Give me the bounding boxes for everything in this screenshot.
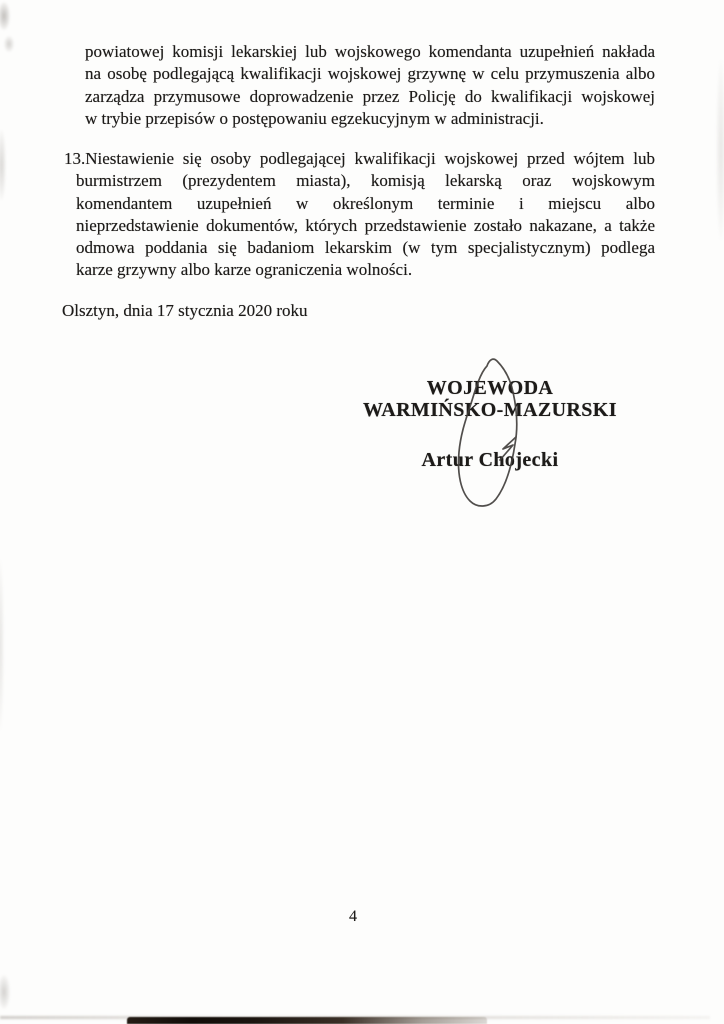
list-item-13 <box>64 148 655 282</box>
signer-name: Artur Chojecki <box>421 449 559 471</box>
signer-title-line1: WOJEWODA <box>426 377 554 399</box>
scan-artifact-bottom-line <box>0 1016 710 1019</box>
signature-block <box>360 377 620 471</box>
list-item-line: karze grzywny albo karze ograniczenia wolności. <box>76 260 413 280</box>
list-item-line: odmowa poddania się badaniom lekarskim (w tym specjalistycznym) podlega <box>76 238 655 258</box>
paragraph-line: w trybie przepisów o postępowaniu egzekucyjnym w administracji. <box>85 108 544 128</box>
list-item-line: burmistrzem (prezydentem miasta), komisją lekarską oraz wojskowym <box>76 171 655 191</box>
scan-smudge <box>0 975 10 1009</box>
list-item-line: nieprzedstawienie dokumentów, których przedstawienie zostało nakazane, a także <box>76 215 655 235</box>
scan-smudge <box>0 130 6 200</box>
scan-smudge <box>4 36 14 52</box>
paragraph-line: powiatowej komisji lekarskiej lub wojskowego komendanta uzupełnień nakłada <box>85 42 655 61</box>
list-item-line: komendantem uzupełnień w określonym terminie i miejscu albo <box>76 193 655 213</box>
scan-smudge <box>716 60 724 240</box>
paragraph-continuation <box>85 41 655 130</box>
scan-smudge <box>0 2 10 30</box>
paragraph-line: zarządza przymusowe doprowadzenie przez Policję do kwalifikacji wojskowej <box>85 86 655 106</box>
paragraph-line: na osobę podlegającą kwalifikacji wojskowej grzywnę w celu przymuszenia albo <box>85 64 655 84</box>
list-item-line: 13.Niestawienie się osoby podlegającej kwalifikacji wojskowej przed wójtem lub <box>64 149 655 168</box>
scan-smudge <box>0 560 4 730</box>
dateline: Olsztyn, dnia 17 stycznia 2020 roku <box>62 301 308 320</box>
page-number: 4 <box>349 908 357 925</box>
signer-title-line2: WARMIŃSKO-MAZURSKI <box>363 399 617 421</box>
scan-artifact-bottom-band <box>127 1017 487 1024</box>
